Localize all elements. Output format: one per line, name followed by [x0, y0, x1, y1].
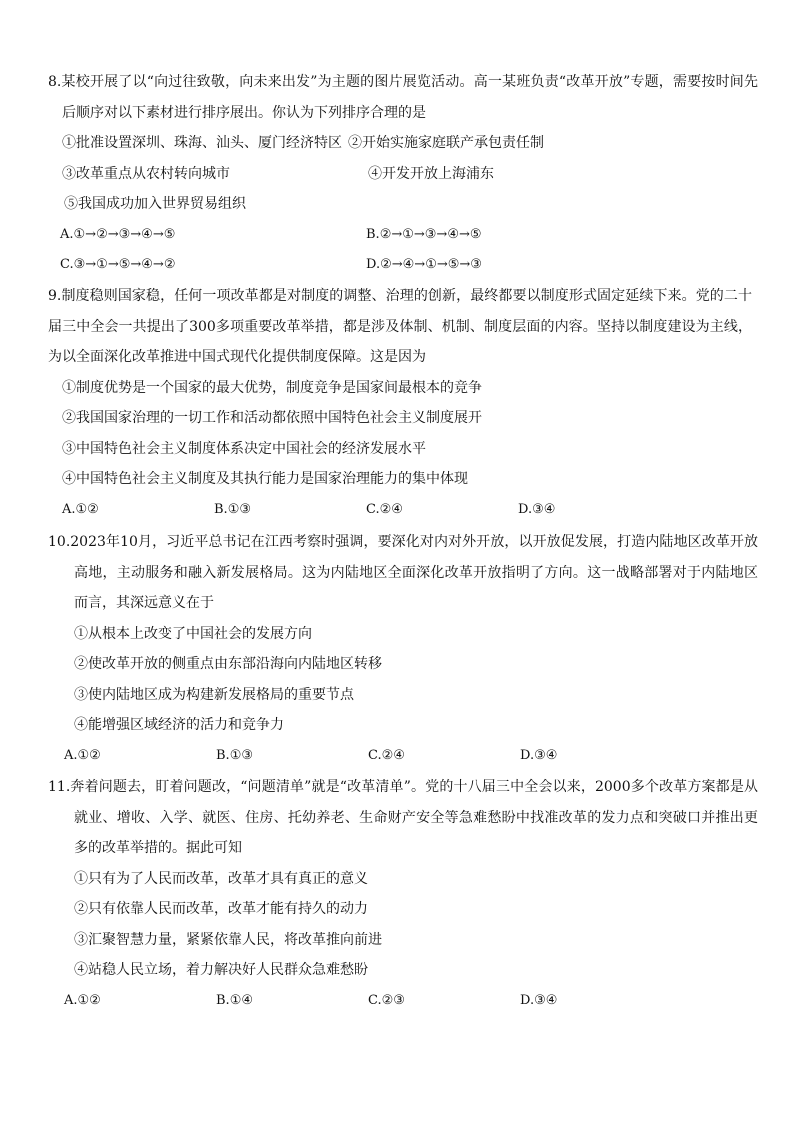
- option-text: ②④: [381, 747, 405, 763]
- option-label: C.: [368, 992, 382, 1008]
- option-label: C.: [366, 501, 380, 517]
- item-1: ①制度优势是一个国家的最大优势，制度竞争是国家间最根本的竞争: [62, 379, 482, 396]
- option-label: A.: [62, 501, 76, 517]
- option-label: C.: [368, 747, 382, 763]
- question-number: 10.: [48, 534, 71, 550]
- option-b[interactable]: [216, 741, 368, 772]
- question-text: 某校开展了以“向过往致敬，向未来出发”为主题的图片展览活动。高一某班负责“改革开放”专题，需要按时间先后顺序对以下素材进行排序展出。你认为下列排序合理的是: [61, 74, 758, 121]
- item-4: ④开发开放上海浦东: [368, 165, 494, 182]
- options-row: [48, 741, 758, 772]
- question-number: 9.: [48, 288, 62, 304]
- option-text: ②→①→③→④→⑤: [379, 226, 482, 242]
- option-text: ①②: [77, 992, 101, 1008]
- item-3: ③改革重点从农村转向城市: [62, 165, 230, 182]
- question-8-stem: [48, 67, 758, 128]
- option-c[interactable]: [60, 250, 366, 281]
- option-text: ③④: [532, 501, 556, 517]
- option-c[interactable]: [368, 986, 520, 1017]
- options-row: [62, 495, 752, 526]
- option-label: B.: [216, 992, 230, 1008]
- item-3: ③使内陆地区成为构建新发展格局的重要节点: [74, 686, 354, 703]
- item-row: [48, 128, 758, 159]
- option-b[interactable]: [214, 495, 366, 526]
- option-label: A.: [64, 747, 78, 763]
- item-row: [48, 159, 758, 190]
- option-text: ③④: [534, 747, 558, 763]
- item-1: ①从根本上改变了中国社会的发展方向: [74, 625, 312, 642]
- item-4: ④中国特色社会主义制度及其执行能力是国家治理能力的集中体现: [62, 471, 468, 487]
- option-label: D.: [366, 257, 381, 272]
- option-text: ①→②→③→④→⑤: [73, 226, 176, 242]
- item-4: ④能增强区域经济的活力和竞争力: [74, 717, 284, 733]
- option-label: A.: [64, 992, 78, 1008]
- option-label: D.: [518, 501, 533, 517]
- question-9-stem: [48, 281, 752, 373]
- option-a[interactable]: [62, 495, 214, 526]
- options-row: [48, 220, 758, 251]
- option-label: B.: [366, 226, 380, 242]
- question-text: 奔着问题去，盯着问题改，“问题清单”就是“改革清单”。党的十八届三中全会以来，2000多个改革方案都是从就业、增收、入学、就医、住房、托幼养老、生命财产安全等急难愁盼中找准改革的发力点和突破口并推出更多的改革举措的。据此可知: [70, 779, 758, 856]
- question-text: 2023年10月，习近平总书记在江西考察时强调，要深化对内对外开放，以开放促发展，打造内陆地区改革开放高地，主动服务和融入新发展格局。这为内陆地区全面深化改革开放指明了方向。这一战略部署对于内陆地区而言，其深远意义在于: [70, 534, 758, 611]
- option-text: ③④: [534, 992, 558, 1008]
- option-text: ②③: [381, 992, 405, 1008]
- item-2: ②使改革开放的侧重点由东部沿海向内陆地区转移: [74, 656, 382, 672]
- option-text: ①③: [229, 747, 253, 763]
- option-text: ①②: [77, 747, 101, 763]
- question-10-stem: [48, 527, 758, 619]
- question-9: [48, 281, 752, 525]
- option-text: ①②: [75, 501, 99, 517]
- item-2: ②开始实施家庭联产承包责任制: [348, 135, 544, 151]
- item-3: ③汇聚智慧力量，紧紧依靠人民，将改革推向前进: [74, 931, 382, 948]
- item-1: ①只有为了人民而改革，改革才具有真正的意义: [74, 870, 368, 887]
- option-a[interactable]: [60, 220, 366, 251]
- question-10: [48, 527, 758, 771]
- option-label: B.: [216, 747, 230, 763]
- option-text: ②④: [379, 501, 403, 517]
- item-5: ⑤我国成功加入世界贸易组织: [64, 196, 246, 212]
- option-text: ①④: [229, 992, 253, 1008]
- option-text: ①③: [227, 501, 251, 517]
- option-label: C.: [60, 257, 74, 272]
- option-d[interactable]: [520, 741, 672, 772]
- option-d[interactable]: [520, 986, 672, 1017]
- option-c[interactable]: [366, 495, 518, 526]
- option-a[interactable]: [64, 741, 216, 772]
- option-label: D.: [520, 747, 535, 763]
- item-3: ③中国特色社会主义制度体系决定中国社会的经济发展水平: [62, 440, 426, 457]
- option-a[interactable]: [64, 986, 216, 1017]
- option-d[interactable]: [518, 495, 670, 526]
- option-b[interactable]: [366, 220, 672, 251]
- option-label: D.: [520, 992, 535, 1008]
- option-d[interactable]: [366, 250, 672, 281]
- option-c[interactable]: [368, 741, 520, 772]
- option-label: B.: [214, 501, 228, 517]
- option-text: ②→④→①→⑤→③: [380, 257, 482, 272]
- question-number: 11.: [48, 779, 71, 795]
- item-2: ②只有依靠人民而改革，改革才能有持久的动力: [74, 901, 368, 917]
- options-row: [48, 250, 758, 281]
- item-2: ②我国国家治理的一切工作和活动都依照中国特色社会主义制度展开: [62, 410, 482, 426]
- question-11: [48, 772, 758, 1016]
- option-label: A.: [60, 226, 74, 242]
- options-row: [48, 986, 758, 1017]
- option-text: ③→①→⑤→④→②: [73, 257, 176, 272]
- question-text: 制度稳则国家稳，任何一项改革都是对制度的调整、治理的创新，最终都要以制度形式固定延续下来。党的二十届三中全会一共提出了300多项重要改革举措，都是涉及体制、机制、制度层面的内容。坚持以制度建设为主线，为以全面深化改革推进中国式现代化提供制度保障。这是因为: [48, 288, 752, 365]
- question-11-stem: [48, 772, 758, 864]
- option-b[interactable]: [216, 986, 368, 1017]
- question-8: [48, 67, 758, 281]
- question-number: 8.: [48, 74, 62, 90]
- item-4: ④站稳人民立场，着力解决好人民群众急难愁盼: [74, 962, 368, 978]
- item-1: ①批准设置深圳、珠海、汕头、厦门经济特区: [62, 135, 342, 151]
